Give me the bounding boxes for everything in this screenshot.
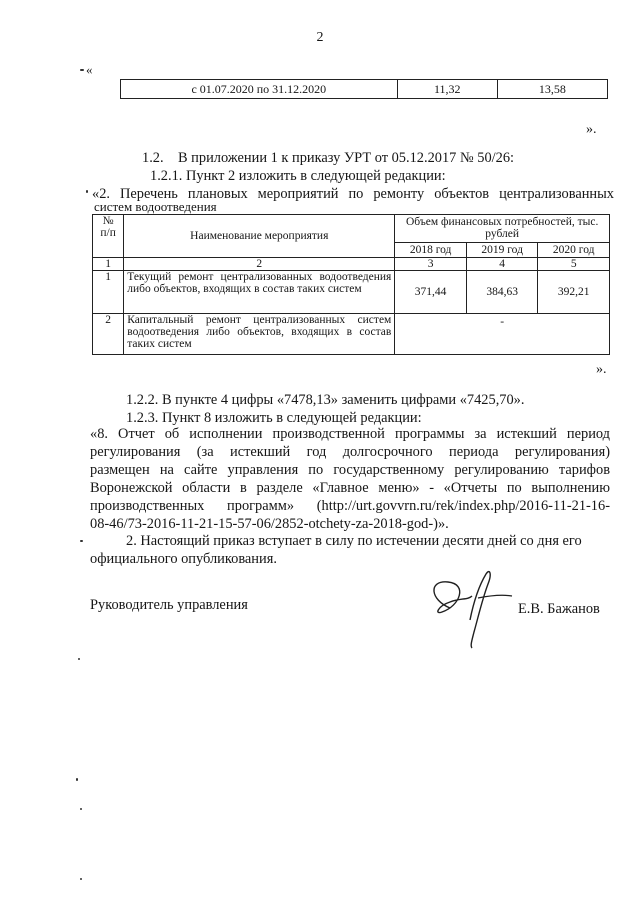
list-title-line2: систем водоотведения	[94, 199, 217, 214]
row-name: Капитальный ремонт централизованных систем водоотведения либо объектов, входящих в состав таких систем	[124, 314, 395, 355]
signature-image	[420, 560, 520, 650]
item-8-line: размещен на сайте управления по государственному регулированию тарифов	[90, 462, 610, 478]
table-row	[121, 80, 608, 99]
signer-name: Е.В. Бажанов	[518, 601, 600, 617]
quote-close: ».	[596, 362, 607, 377]
scan-mark	[78, 658, 80, 660]
item-8-text	[90, 425, 610, 533]
colnum-3: 3	[395, 258, 467, 271]
colnum-4: 4	[466, 258, 538, 271]
table-header-row	[93, 215, 610, 243]
year-2019: 2019 год	[466, 242, 538, 257]
item-2-line1: 2. Настоящий приказ вступает в силу по истечении десяти дней со дня его	[126, 533, 582, 549]
row-value-2019: 384,63	[466, 271, 538, 314]
tariff-table	[120, 79, 608, 99]
header-num: № п/п	[93, 215, 124, 258]
row-name: Текущий ремонт централизованных водоотведения либо объектов, входящих в состав таких систем	[124, 271, 395, 314]
item-8-line: Воронежской области в разделе «Главное меню» - «Отчеты по выполнению	[90, 480, 610, 496]
item-2-line2: официального опубликования.	[90, 551, 277, 567]
scan-mark	[86, 190, 88, 193]
row-value-2018: 371,44	[395, 271, 467, 314]
quote-close: ».	[586, 122, 597, 137]
table-row	[93, 314, 610, 355]
colnum-2: 2	[124, 258, 395, 271]
year-2018: 2018 год	[395, 242, 467, 257]
item-8-line: регулирования (за истекший год долгосрочного периода регулирования)	[90, 444, 610, 460]
row-num: 2	[93, 314, 124, 355]
quote-open: «	[86, 62, 93, 77]
colnum-1: 1	[93, 258, 124, 271]
scan-mark	[80, 540, 83, 542]
item-8-line: производственных программ» (http://urt.govvrn.ru/rek/index.php/2016-11-21-16-	[90, 498, 610, 514]
repair-plan-table	[92, 214, 610, 355]
scan-mark	[80, 808, 82, 810]
list-title-line1: «2. Перечень плановых мероприятий по ремонту объектов централизованных	[92, 186, 614, 202]
table-row	[93, 271, 610, 314]
colnum-5: 5	[538, 258, 610, 271]
item-1-2-3: 1.2.3. Пункт 8 изложить в следующей редакции:	[126, 410, 422, 426]
header-funds: Объем финансовых потребностей, тыс. рублей	[395, 215, 610, 243]
row-value-2020: 392,21	[538, 271, 610, 314]
page-number: 2	[316, 30, 324, 45]
item-8-line: «8. Отчет об исполнении производственной программы за истекший период	[90, 426, 610, 442]
item-1-2-1: 1.2.1. Пункт 2 изложить в следующей редакции:	[150, 168, 446, 184]
header-name: Наименование мероприятия	[124, 215, 395, 258]
item-1-2-2: 1.2.2. В пункте 4 цифры «7478,13» заменить цифрами «7425,70».	[126, 392, 525, 408]
item-8-line: 08-46/73-2016-11-21-15-57-06/2852-otchety-za-2018-god-)».	[90, 516, 449, 532]
period-cell: с 01.07.2020 по 31.12.2020	[121, 80, 398, 99]
value-b-cell: 13,58	[497, 80, 607, 99]
scan-mark	[80, 878, 82, 880]
value-a-cell: 11,32	[397, 80, 497, 99]
section-1-2: 1.2. В приложении 1 к приказу УРТ от 05.12.2017 № 50/26:	[142, 150, 515, 166]
table-colnum-row	[93, 258, 610, 271]
scan-mark	[76, 778, 78, 781]
year-2020: 2020 год	[538, 242, 610, 257]
signer-title: Руководитель управления	[90, 597, 248, 613]
scan-mark	[80, 69, 84, 71]
row-num: 1	[93, 271, 124, 314]
row-merged-value: -	[395, 314, 610, 355]
